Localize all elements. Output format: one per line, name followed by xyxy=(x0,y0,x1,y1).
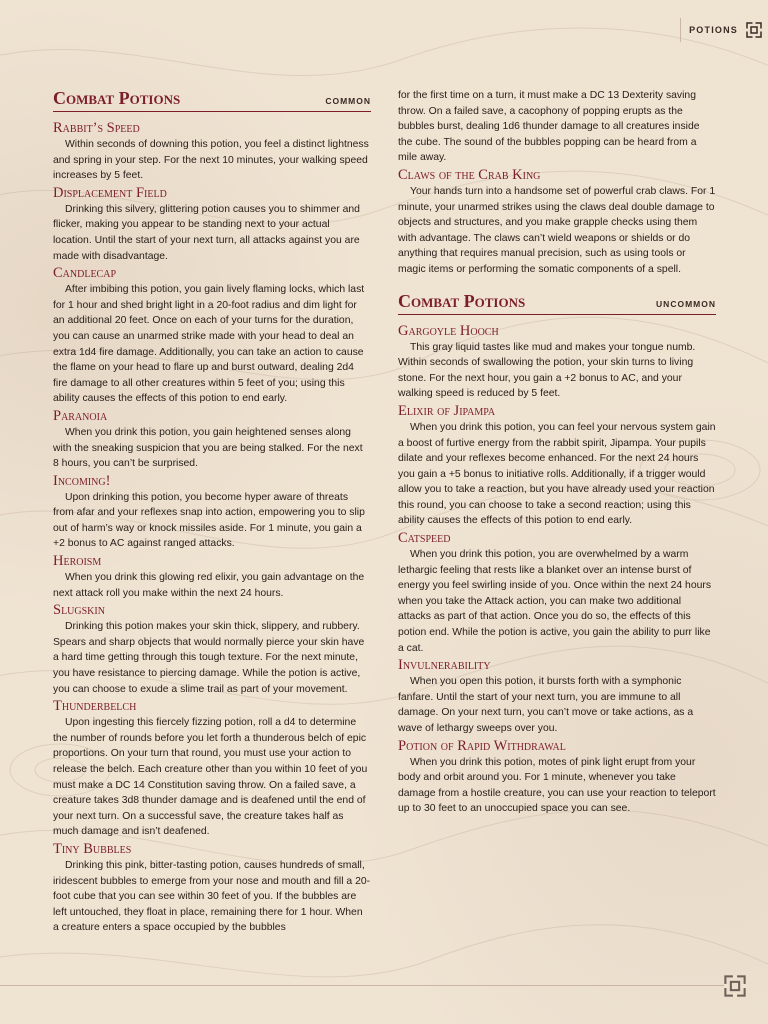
potion-entry xyxy=(53,553,371,601)
potion-description: This gray liquid tastes like mud and makes your tongue numb. Within seconds of swallowing the potion, your skin turns to living stone. For the next hour, you gain a +2 bonus to AC, and your walking speed is reduced by 5 feet. xyxy=(398,341,696,400)
potion-entry xyxy=(53,841,371,936)
continued-text: for the first time on a turn, it must make a DC 13 Dexterity saving throw. On a failed save, a cacophony of popping erupts as the bubbles burst, dealing 1d6 thunder damage to all creatures inside the cube. The sound of the bubbles popping can be heard from a mile away. xyxy=(398,90,700,164)
header-label: POTIONS xyxy=(689,25,738,35)
potion-description: Within seconds of downing this potion, you feel a distinct lightness and spring in your step. For the next 10 minutes, your walking speed increases by 5 feet. xyxy=(53,139,369,182)
potion-name: Gargoyle Hooch xyxy=(398,322,499,339)
footer-rule xyxy=(0,985,724,986)
potion-entry xyxy=(398,323,716,402)
die-frame-icon xyxy=(746,22,762,38)
potion-description: Upon drinking this potion, you become hyper aware of threats from afar and your reflexes snap into action, empowering you to slip out of harm’s way or knock missiles aside. For 1 minute, you gain a +2 bonus to AC against ranged attacks. xyxy=(53,491,365,550)
potion-name: Rabbit’s Speed xyxy=(53,120,140,136)
rarity-label: COMMON xyxy=(325,96,371,106)
potion-description: Drinking this pink, bitter-tasting potion, causes hundreds of small, iridescent bubbles to emerge from your nose and mouth and fill a 20-foot cube that you can see within 30 feet of you. If the bubbles are left untouched, they float in place, remaining there for 1 hour. When a creature enters a space occupied by the bubbles xyxy=(53,859,371,934)
potion-entry xyxy=(53,185,371,264)
potion-entry xyxy=(398,657,716,736)
potion-name: Incoming! xyxy=(53,472,111,489)
potion-entry xyxy=(53,408,371,472)
section-header-uncommon xyxy=(398,291,716,315)
potion-description: When you drink this potion, you can feel your nervous system gain a boost of furtive energy from the rabbit spirit, Jipampa. Your pupils dilate and your reflexes become enhanced. For the next 24 hours you gain a +5 bonus to initiative rolls. Additionally, if a trigger would allow you to take a reaction, but you have already used your reaction this round, you can choose to take a second reaction; using this ability causes the effects of this potion to end early. xyxy=(398,421,716,527)
potion-description: When you drink this potion, you are overwhelmed by a warm lethargic feeling that rests like a blanket over an intense burst of energy you feel swirling inside of you. Once within the next 24 hours when you take the Attack action, you can make two additional attacks as part of that action. Once you do so, the effects of this potion end. While the potion is active, you gain the ability to purr like a cat. xyxy=(398,549,712,654)
section-title: Combat Potions xyxy=(53,88,181,108)
potion-entry xyxy=(53,120,371,184)
potion-entry xyxy=(398,738,716,817)
running-header xyxy=(680,18,768,42)
potion-description: When you drink this potion, motes of pink light erupt from your body and orbit around you. For 1 minute, whenever you take damage from a hostile creature, you can use your reaction to teleport up to 30 feet to an unoccupied space you can see. xyxy=(398,756,716,815)
potion-name: Paranoia xyxy=(53,407,108,424)
potion-name: Invulnerability xyxy=(398,657,491,674)
potion-description: Drinking this silvery, glittering potion causes you to shimmer and flicker, making you appear to be standing next to your actual location. Until the start of your next turn, all attacks against you are made with disadvantage. xyxy=(53,203,360,262)
potion-name: Potion of Rapid Withdrawal xyxy=(398,737,566,754)
potion-description: Drinking this potion makes your skin thick, slippery, and rubbery. Spears and sharp objects that would normally pierce your skin have a hard time getting through this tough texture. For the next minute, you have resistance to piercing damage. While the potion is active, you can choose to exude a slime trail as part of your movement. xyxy=(53,621,365,695)
potion-description: When you open this potion, it bursts forth with a symphonic fanfare. Until the start of your next turn, you are immune to all damage. On your next turn, you can’t move or take actions, as a wave of lethargy sweeps over you. xyxy=(398,676,694,734)
left-column xyxy=(53,88,371,937)
die-frame-icon xyxy=(724,975,746,997)
potion-entry xyxy=(398,167,716,278)
potion-entry xyxy=(53,473,371,552)
potion-name: Displacement Field xyxy=(53,184,167,201)
potion-description: After imbibing this potion, you gain lively flaming locks, which last for 1 hour and shed bright light in a 20-foot radius and dim light for an additional 20 feet. Once on each of your turns for the duration, you can cause an unarmed strike made with your head to deal an extra 1d4 fire damage. Additionally, you can take an action to cause the flame on your head to flare up and burst outward, dealing 2d4 fire damage to all other creatures within 5 feet of you; using this ability causes the effects of this potion to end early. xyxy=(53,284,365,405)
section-title: Combat Potions xyxy=(398,290,526,311)
potion-name: Heroism xyxy=(53,553,102,570)
potion-description: Upon ingesting this fiercely fizzing potion, roll a d4 to determine the number of rounds before you let forth a thunderous belch of epic proportions. On your turn that round, you must use your action to release the belch. Each creature other than you within 10 feet of you must make a DC 14 Constitution saving throw. On a failed save, a creature takes 3d8 thunder damage and is deafened until the end of your next turn. On a successful save, the creature takes half as much damage and isn’t deafened. xyxy=(53,717,368,838)
right-column xyxy=(398,88,716,818)
potion-name: Candlecap xyxy=(53,265,117,282)
potion-entry xyxy=(53,265,371,407)
potion-name: Slugskin xyxy=(53,602,105,619)
potion-entry xyxy=(398,403,716,529)
potion-entry xyxy=(398,530,716,656)
potion-name: Catspeed xyxy=(398,530,451,547)
potion-name: Elixir of Jipampa xyxy=(398,402,496,419)
rarity-label: UNCOMMON xyxy=(656,298,716,309)
potion-description: When you drink this glowing red elixir, you gain advantage on the next attack roll you make within the next 24 hours. xyxy=(53,572,365,599)
potion-entry xyxy=(53,698,371,840)
section-header-common xyxy=(53,88,371,112)
potion-description: When you drink this potion, you gain heightened senses along with the sneaking suspicion that you are being stalked. For the next 8 hours, you can’t be surprised. xyxy=(53,426,363,470)
potion-name: Tiny Bubbles xyxy=(53,840,132,857)
potion-name: Thunderbelch xyxy=(53,698,137,715)
potion-name: Claws of the Crab King xyxy=(398,166,541,183)
potion-description: Your hands turn into a handsome set of powerful crab claws. For 1 minute, your unarmed strikes using the claws deal double damage to objects and structures, and you make grapple checks using them with advantage. The claws can’t wield weapons or shields or do anything that requires manual precision, such as using tools or magic items or performing the somatic components of a spell. xyxy=(398,185,716,275)
potion-entry xyxy=(53,602,371,697)
